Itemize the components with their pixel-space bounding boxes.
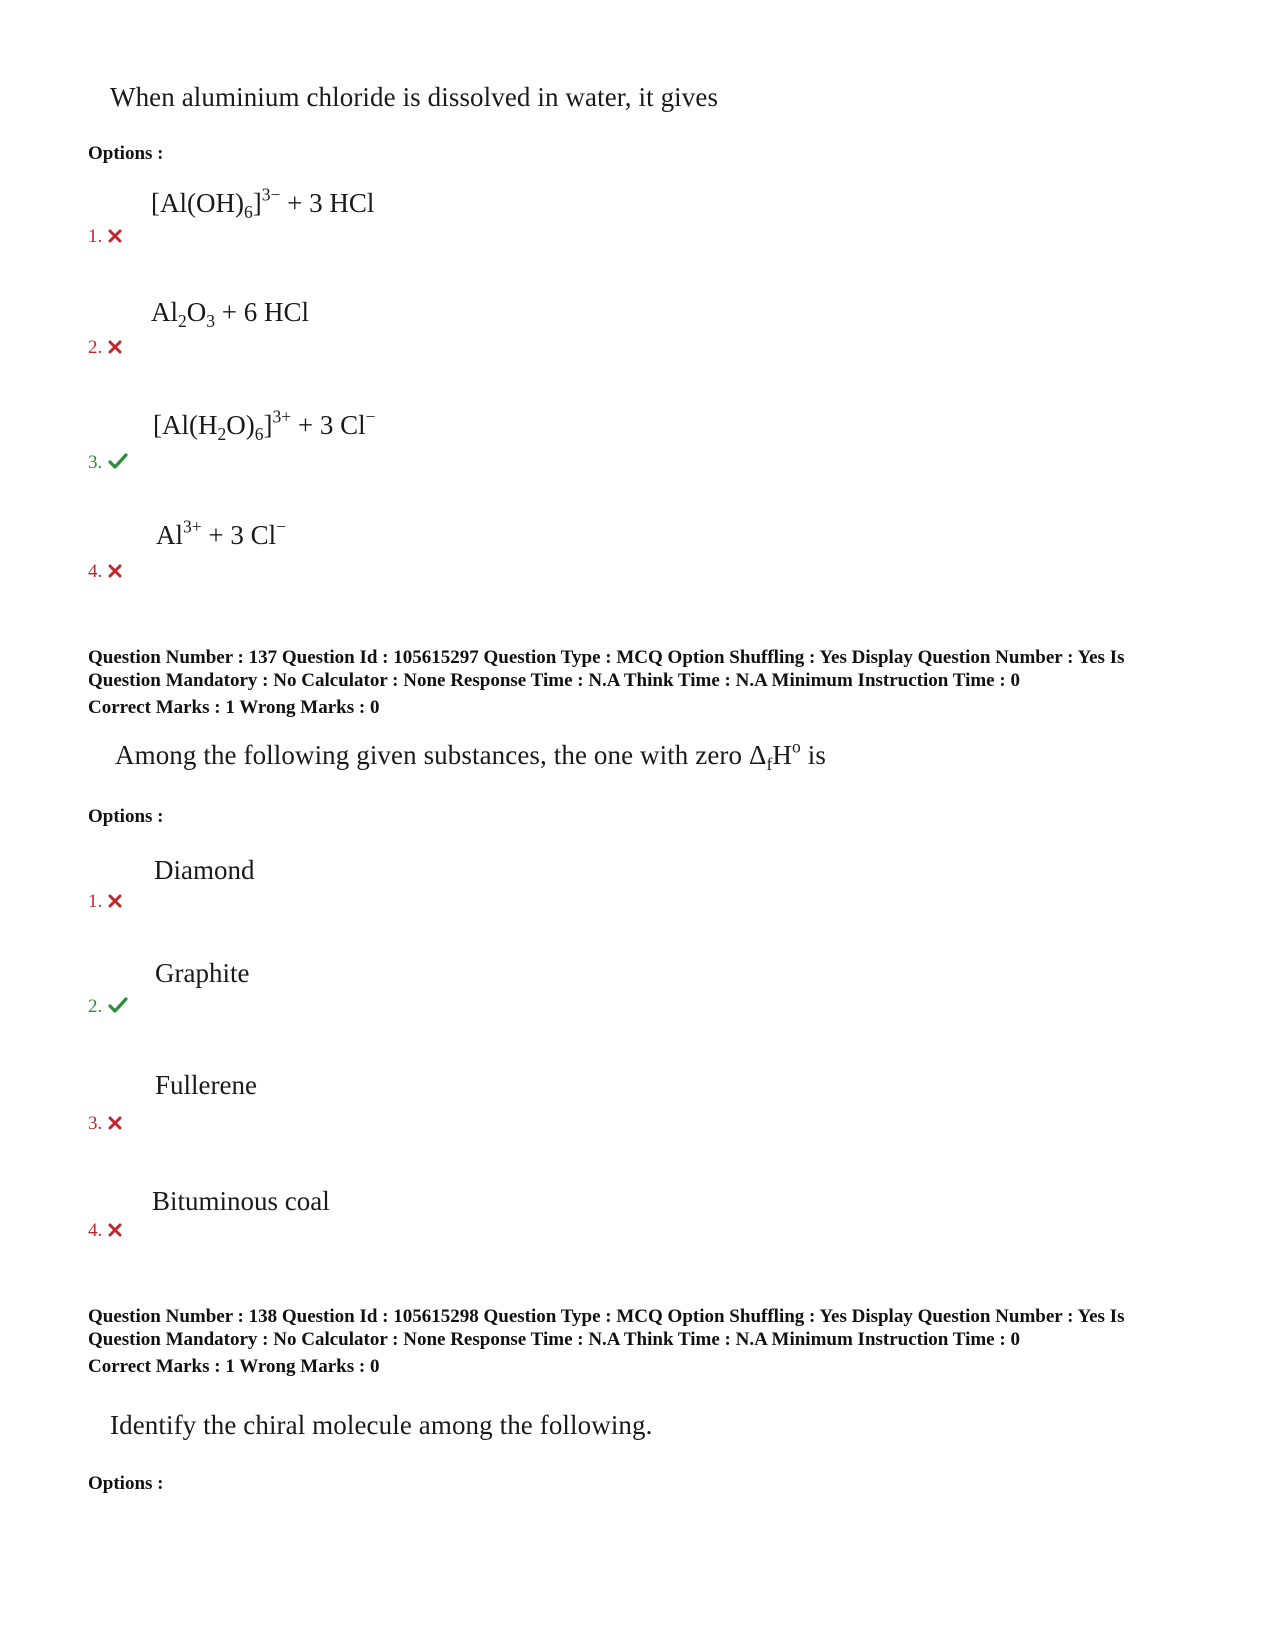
option-text: $Al^{3+} + 3$ Cl− — [156, 516, 287, 550]
question-138-marks: Correct Marks : 1 Wrong Marks : 0 — [88, 1356, 380, 1377]
check-icon — [108, 453, 128, 469]
option-text: Fullerene — [155, 1070, 257, 1100]
question-138-meta: Question Number : 138 Question Id : 105615298 Question Type : MCQ Option Shuffling : Yes Display Question Number : Yes Is Question Mandatory : No Calculator : None Response Time : N.A Think Time : N.A Minimum Instruction Time : 0 — [88, 1306, 1125, 1350]
question-137-meta: Question Number : 137 Question Id : 105615297 Question Type : MCQ Option Shuffling : Yes Display Question Number : Yes Is Question Mandatory : No Calculator : None Response Time : N.A Think Time : N.A Minimum Instruction Time : 0 — [88, 647, 1125, 691]
option-text: $[Al(OH)_6]^{3-} + 3$ HCl — [151, 184, 375, 223]
option-number: 4. — [88, 1220, 122, 1242]
option-number: 1. — [88, 226, 122, 248]
cross-icon — [108, 894, 122, 908]
options-label: Options : — [88, 1473, 164, 1494]
check-icon — [108, 997, 128, 1013]
options-label: Options : — [88, 143, 164, 164]
option-text: Graphite — [155, 958, 250, 988]
options-label: Options : — [88, 806, 164, 827]
option-text: Bituminous coal — [152, 1186, 330, 1216]
cross-icon — [108, 229, 122, 243]
cross-icon — [108, 340, 122, 354]
question-138-stem: Identify the chiral molecule among the following. — [110, 1410, 653, 1440]
option-number: 2. — [88, 337, 122, 359]
option-text: Diamond — [154, 855, 255, 885]
question-136-stem: When aluminium chloride is dissolved in water, it gives — [110, 82, 719, 112]
option-number: 3. — [88, 452, 128, 474]
option-number: 1. — [88, 891, 122, 913]
option-text: $[Al(H_2O)_6]^{3+} + 3$ Cl− — [153, 406, 376, 445]
option-number: 4. — [88, 561, 122, 583]
option-number: 2. — [88, 996, 128, 1018]
option-number: 3. — [88, 1113, 122, 1135]
question-137-stem: Among the following given substances, the one with zero $\Delta_fH^o$ is — [115, 736, 826, 775]
question-137-marks: Correct Marks : 1 Wrong Marks : 0 — [88, 697, 380, 718]
cross-icon — [108, 1223, 122, 1237]
option-text: $Al_2O_3 + 6$ HCl — [151, 297, 310, 332]
cross-icon — [108, 1116, 122, 1130]
cross-icon — [108, 564, 122, 578]
